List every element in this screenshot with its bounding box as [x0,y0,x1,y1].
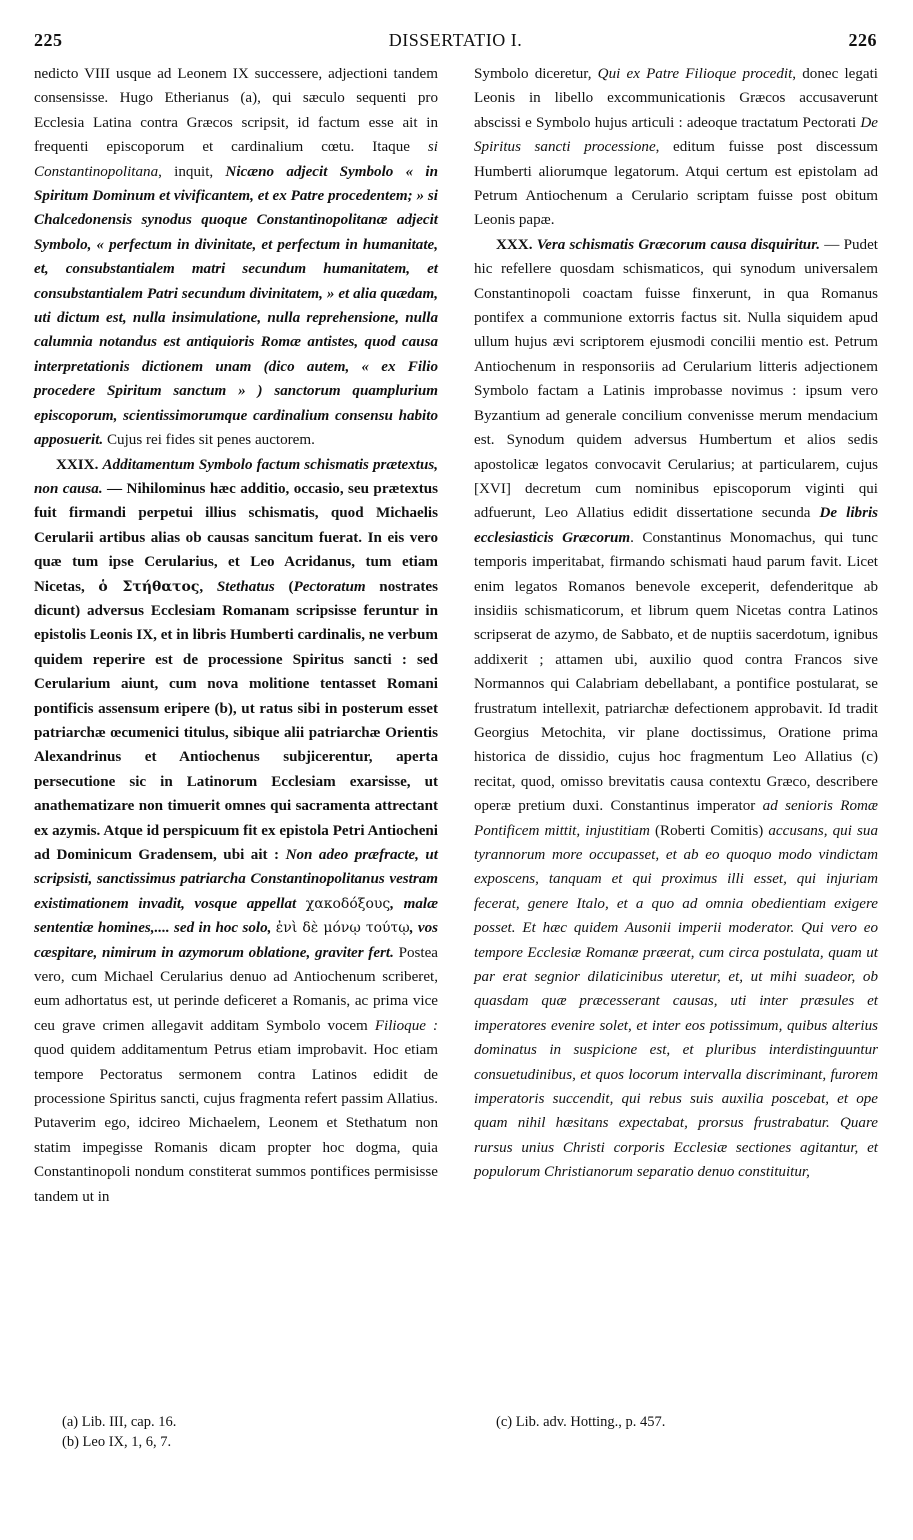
section-number: XXIX. [56,456,99,473]
text-run: , donec legati Leonis in libello excommunicationis Græcos accusaverunt abscissi e Symbolo hujus articuli : adeoque tractatum Pectorati [474,66,878,131]
section-title: Additamentum Symbolo factum schismatis prætextus, non causa. [34,456,438,497]
text-run: ( [274,578,294,595]
text-run: — Nihilominus hæc additio, occasio, seu prætextus fuit firmandi perpetui illius schismatis, quod Michaelis Cerularii artibus alias ob causas sancitum fuerat. In eis vero quæ tum ipse Cerularius, et Leo Acridanus, tum etiam Nicetas, [34,480,438,595]
italic-run: Filioque : [374,1017,438,1034]
italic-run: De Spiritus sancti processione [474,114,878,156]
text-run: , editum fuisse post discessum Humberti aliorumque legatorum. Atqui certum est epistolam ad Petrum Antiochenum a Cerulario scriptam fuisse post obitum Leonis papæ. [474,139,878,229]
text-run: , [199,578,217,595]
section-xxx [474,233,878,1185]
italic-run: si Constantinopolitana [34,139,438,180]
paragraph-continuation [474,62,878,233]
footnote: (b) Leo IX, 1, 6, 7. [62,1434,172,1450]
footnotes-left [62,1412,176,1452]
italic-run: Qui ex Patre Filioque procedit [597,66,793,82]
text-run: Symbolo diceretur, [474,66,598,82]
italic-run: Pectoratum [293,578,366,595]
quotation: accusans, qui sua tyrannorum more occupasset, et ab eo quoquo modo vindictam exposcens, tanquam et qui proximus illi esset, qui injuriam fecerat, genere Italo, et a quo ad omnia obedientiam exigere posset. Et hæc quidem Ausonii imperii moderator. Qui vero eo tempore Ecclesiæ Romanæ præerat, cum circa postulata, quam ut par erat segnior dilaticinibus uteretur, et, ut mihi suadeor, ob quasdam quæ præcesserant causas, uti inter præsules et imperatores evenire solet, et inter eos potissimum, quibus alterius dominatus in suspicione est, et pluribus interdistinguuntur consuetudinibus, et quos locorum intervalla discriminant, furorem imperatoris succendit, qui rebus suis auxilia poscebat, et ope quam nihil hæsitans expectabat, prorsus frustrabatur. Quare rursus unius Christi corporis Ecclesiæ sectiones agitantur, et populorum Christianorum separatio denuo constituitur, [474,822,878,1181]
text-run: quod quidem additamentum Petrus etiam improbavit. Hoc etiam tempore Pectoratus sermonem contra Latinos edidit de processione Spiritus sancti, cujus fragmenta refert passim Allatius. Putaverim ego, idcireo Michaelem, Leonem et Stethatum non statim impegisse Romanis dicam propter hoc dogma, quia Constantinopoli nondum constiterat summos pontifices permisisse tandem ut in [34,1042,438,1205]
text-run: nedicto VIII usque ad Leonem IX successere, adjectioni tandem consensisse. Hugo Etherianus (a), qui sæculo sequenti pro Ecclesia Latina contra Græcos scripsit, id factum esse ait in frequenti episcoporum et cardinalium cœtu. Itaque [34,66,438,156]
greek-text: ἐνὶ δὲ μόνῳ τούτῳ [275,920,410,937]
footnotes-right [496,1412,665,1432]
page-number-left: 225 [34,30,63,50]
footnote: (a) Lib. III, cap. 16. [62,1414,177,1430]
text-run: , inquit, [158,163,226,180]
text-run: Cujus rei fides sit penes auctorem. [103,432,315,449]
left-column [34,62,438,1209]
running-title: DISSERTATIO I. [388,30,523,50]
text-run: nostrates dicunt) adversus Ecclesiam Romanam scripsisse feruntur in epistolis Leonis IX, et in libris Humberti cardinalis, ne verbum quidem reperire est de processione Spiritus sancti : sed Cerularium aiunt, cum nova molitione tentasset Romani pontificis assensum eripere (b), ut ratus sibi in posterum esset patriarchæ œcumenici titulus, sibique alii patriarchæ Orientis Alexandrinus et Antiochenus subjicerentur, aperta persecutione sic in Latinorum Ecclesiam exarsisse, ut anathematizare non timuerit omnes qui sacramenta attrectant ex azymis. Atque id perspicuum fit ex epistola Petri Antiocheni ad Dominicum Gradensem, ubi ait : [34,578,438,863]
text-run: (Roberti Comitis) [649,822,769,839]
quotation: , malæ sententiæ homines,.... sed in hoc solo, [34,895,438,937]
paragraph-continuation [34,62,438,453]
quotation: Non adeo præfracte, ut scripsisti, sanctissimus patriarcha Constantinopolitanus vestram existimationem invadit, vosque appellat [34,847,438,912]
section-title: Vera schismatis Græcorum causa disquiritur. [536,236,821,253]
greek-text: χακοδόξους [305,895,391,912]
text-run: — Pudet hic refellere quosdam schismaticos, qui synodum universalem Constantinopoli coactam fuisse finxerunt, in qua Romanus pontifex a communione extorris factus sit. Nulla siquidem apud ullum hujus ævi scriptorem ejusmodi concilii mentio est. Petrum Antiochenum in responsoriis ad Cerularium litteris adjectionem Symbolo factam a Latinis improbasse novimus : ipsum vero Byzantium ad generale concilium convenisse merum mendacium est. Synodum quidem adversus Humbertum et alios sedis apostolicæ legatos convocavit Cerularius; at particularem, cujus [XVI] decretum cum nominibus episcoporum viginti qui adfuerunt, Leo Allatius edidit dissertatione secunda [474,236,878,522]
page-number-right: 226 [848,30,877,50]
italic-run: Stethatus [216,578,275,595]
footnote: (c) Lib. adv. Hotting., p. 457. [496,1414,666,1430]
section-xxix [34,453,438,1210]
quotation: , vos cæspitare, nimirum in azymorum oblatione, graviter fert. [34,920,438,961]
italic-run: De libris ecclesiasticis Græcorum [474,505,879,546]
greek-text: ὁ Στήθατος [98,578,200,595]
right-column [474,62,878,1185]
text-run: Postea vero, cum Michael Cerularius denuo ad Antiochenum scriberet, eum adhortatus est, ut perinde deficeret a Romanis, ac prima vice ceu grave crimen allegavit additam Symbolo vocem [34,944,439,1034]
running-header [34,30,877,60]
quotation: Nicæno adjecit Symbolo « in Spiritum Dominum et vivificantem, et ex Patre procedentem; » si Chalcedonensis synodus quoque Constantinopolitanæ adjecit Symbolo, « perfectum in divinitate, et perfectum in humanitate, et, consubstantialem matri secundum humanitatem, et consubstantialem Patri secundum divinitatem, » et alia quædam, uti dictum est, nulla insimulatione, nulla reprehensione, nulla calumnia notandus est antiquioris Romæ antistes, quod causa interpretationis dictionem unam (dico autem, « ex Filio procedere Spiritum sanctum » ) sanctorum quamplurium episcoporum, scientissimorumque cardinalium consensu habito apposuerit. [34,163,438,449]
quotation: ad senioris Romæ Pontificem mittit, injustitiam [474,798,878,839]
text-run: . Constantinus Monomachus, qui tunc temporis imperitabat, firmando schismati haud parum favit. Licet enim legatos Romanos benevole exceperit, defenderitque ab insidiis schismaticorum, et librum quem Nicetas contra Latinos scripserat de azymo, de Sabbato, et de nuptiis sacerdotum, ignibus addixerit ; attamen ubi, auxilio quod contra Francos sive Normannos qui Calabriam debellabant, a pontifice postularat, se frustratum intellexit, patriarchæ defectionem approbavit. Id tradit Georgius Metochita, vir plane doctissimus, Oratione prima historica de dissidio, cujus hoc fragmentum Leo Allatius (c) recitat, quod, omisso brevitatis causa contextu Græco, describere operæ pretium duxi. Constantinus imperator [474,529,878,815]
section-number: XXX. [496,236,533,253]
